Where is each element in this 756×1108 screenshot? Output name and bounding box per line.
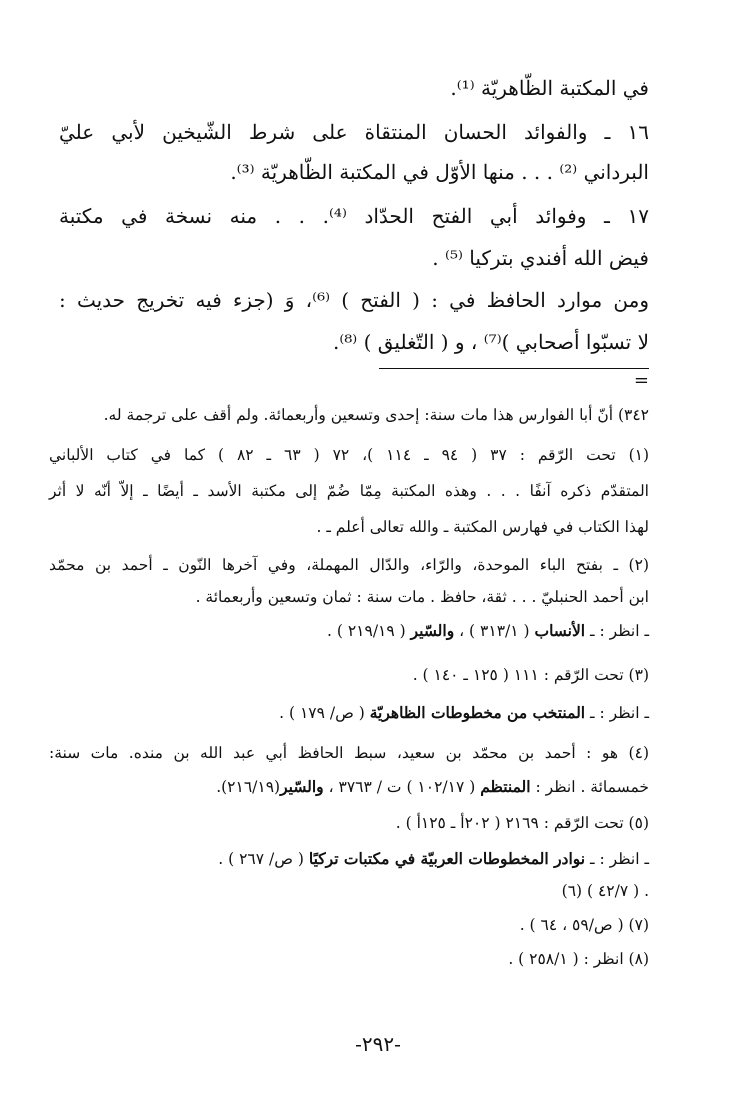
footnote-7: (٧) ( ص/٥٩ ، ٦٤ ) . (519, 916, 649, 934)
footnote-2-see-label: ـ انظر : ـ (585, 622, 649, 640)
footnote-5-see-label: ـ انظر : ـ (585, 850, 649, 868)
ref-ansab: الأنساب (534, 621, 586, 640)
footnote-2-line-1: (٢) ـ بفتح الباء الموحدة، والرّاء، والدّال المهملة، وفي آخرها النّون ـ أحمد بن محمّد (49, 556, 649, 574)
footnote-6: (٦) ( ٤٢/٧ ) . (561, 882, 649, 900)
main-line-2: ١٦ ـ والفوائد الحسان المنتقاة على شرط الشّيخين لأبي عليّ (59, 120, 649, 144)
ref-siyar-loc: ( ٢١٩/١٩ ) . (327, 622, 411, 640)
footnote-4-line-2 (49, 772, 649, 802)
page-number: -٢٩٢- (355, 1032, 401, 1056)
footnote-continued: ٣٤٢) أنّ أبا الفوارس هذا مات سنة: إحدى وتسعين وأربعمائة. ولم أقف على ترجمة له. (103, 406, 649, 424)
footnote-4-line-1: (٤) هو : أحمد بن محمّد بن سعيد، سبط الحافظ أبي عبد الله بن منده. مات سنة: (49, 744, 649, 762)
ref-siyar: والسّير (410, 621, 455, 640)
footnote-2-line-3 (49, 616, 649, 646)
main-line-1: في المكتبة الظّاهريّة ⁽¹⁾. (450, 76, 649, 100)
ref-muntakhab-loc: ( ص/ ١٧٩ ) . (279, 704, 370, 722)
ref-siyar-2: والسّير (280, 777, 324, 796)
footnote-1-line-2: المتقدّم ذكره آنفًا . . . وهذه المكتبة مِمّا ضُمّ إلى مكتبة الأسد ـ أيضًا ـ إلاّ أنّه لا أثر (49, 482, 649, 500)
footnote-1-line-1: (١) تحت الرّقم : ٣٧ ( ٩٤ ـ ١١٤ )، ٧٢ ( ٦٣ ـ ٨٢ ) كما في كتاب الألباني (49, 446, 650, 464)
footnote-1-line-3: لهذا الكتاب في فهارس المكتبة ـ والله تعالى أعلم ـ . (316, 518, 649, 536)
main-line-5: فيض الله أفندي بتركيا ⁽⁵⁾ . (432, 246, 649, 270)
footnote-8: (٨) انظر : ( ٢٥٨/١ ) . (508, 950, 649, 968)
ref-nawadir-loc: ( ص/ ٢٦٧ ) . (218, 850, 309, 868)
ref-siyar-2-loc: (٢١٦/١٩). (216, 778, 281, 796)
ref-muntakhab: المنتخب من مخطوطات الظاهريّة (369, 703, 586, 722)
ref-nawadir: نوادر المخطوطات العربيّة في مكتبات تركيًا (308, 849, 586, 868)
footnote-separator-rule (379, 368, 649, 369)
footnote-5-line-2 (49, 844, 649, 874)
ref-muntazam-loc: ( ١٠٢/١٧ ) ت / ٣٧٦٣ ، (323, 778, 481, 796)
footnote-5-line-1: (٥) تحت الرّقم : ٢١٦٩ ( ٢٠٢أ ـ ١٢٥أ ) . (395, 814, 649, 832)
main-line-3: البرداني ⁽²⁾ . . . منها الأوّل في المكتبة الظّاهريّة ⁽³⁾. (230, 160, 649, 184)
main-line-4: ١٧ ـ وفوائد أبي الفتح الحدّاد ⁽⁴⁾. . . منه نسخة في مكتبة (59, 204, 650, 228)
ref-ansab-loc: ( ٣١٣/١ ) ، (454, 622, 535, 640)
footnote-3-line-1: (٣) تحت الرّقم : ١١١ ( ١٢٥ ـ ١٤٠ ) . (412, 666, 649, 684)
footnote-3-see-label: ـ انظر : ـ (585, 704, 649, 722)
footnote-3-line-2 (49, 698, 649, 728)
ref-muntazam: المنتظم (480, 777, 531, 796)
footnote-continuation-mark: = (633, 370, 649, 391)
footnote-4-see-label: خمسمائة . انظر : (530, 778, 649, 796)
main-line-6: ومن موارد الحافظ في : ( الفتح ) ⁽⁶⁾، وَ (جزء فيه تخريج حديث : (59, 288, 649, 312)
main-line-7: لا تسبّوا أصحابي )⁽⁷⁾ ، و ( التّغليق ) ⁽⁸⁾. (332, 330, 649, 354)
footnote-2-line-2: ابن أحمد الحنبليّ . . . ثقة، حافظ . مات سنة : ثمان وتسعين وأربعمائة . (195, 588, 649, 606)
